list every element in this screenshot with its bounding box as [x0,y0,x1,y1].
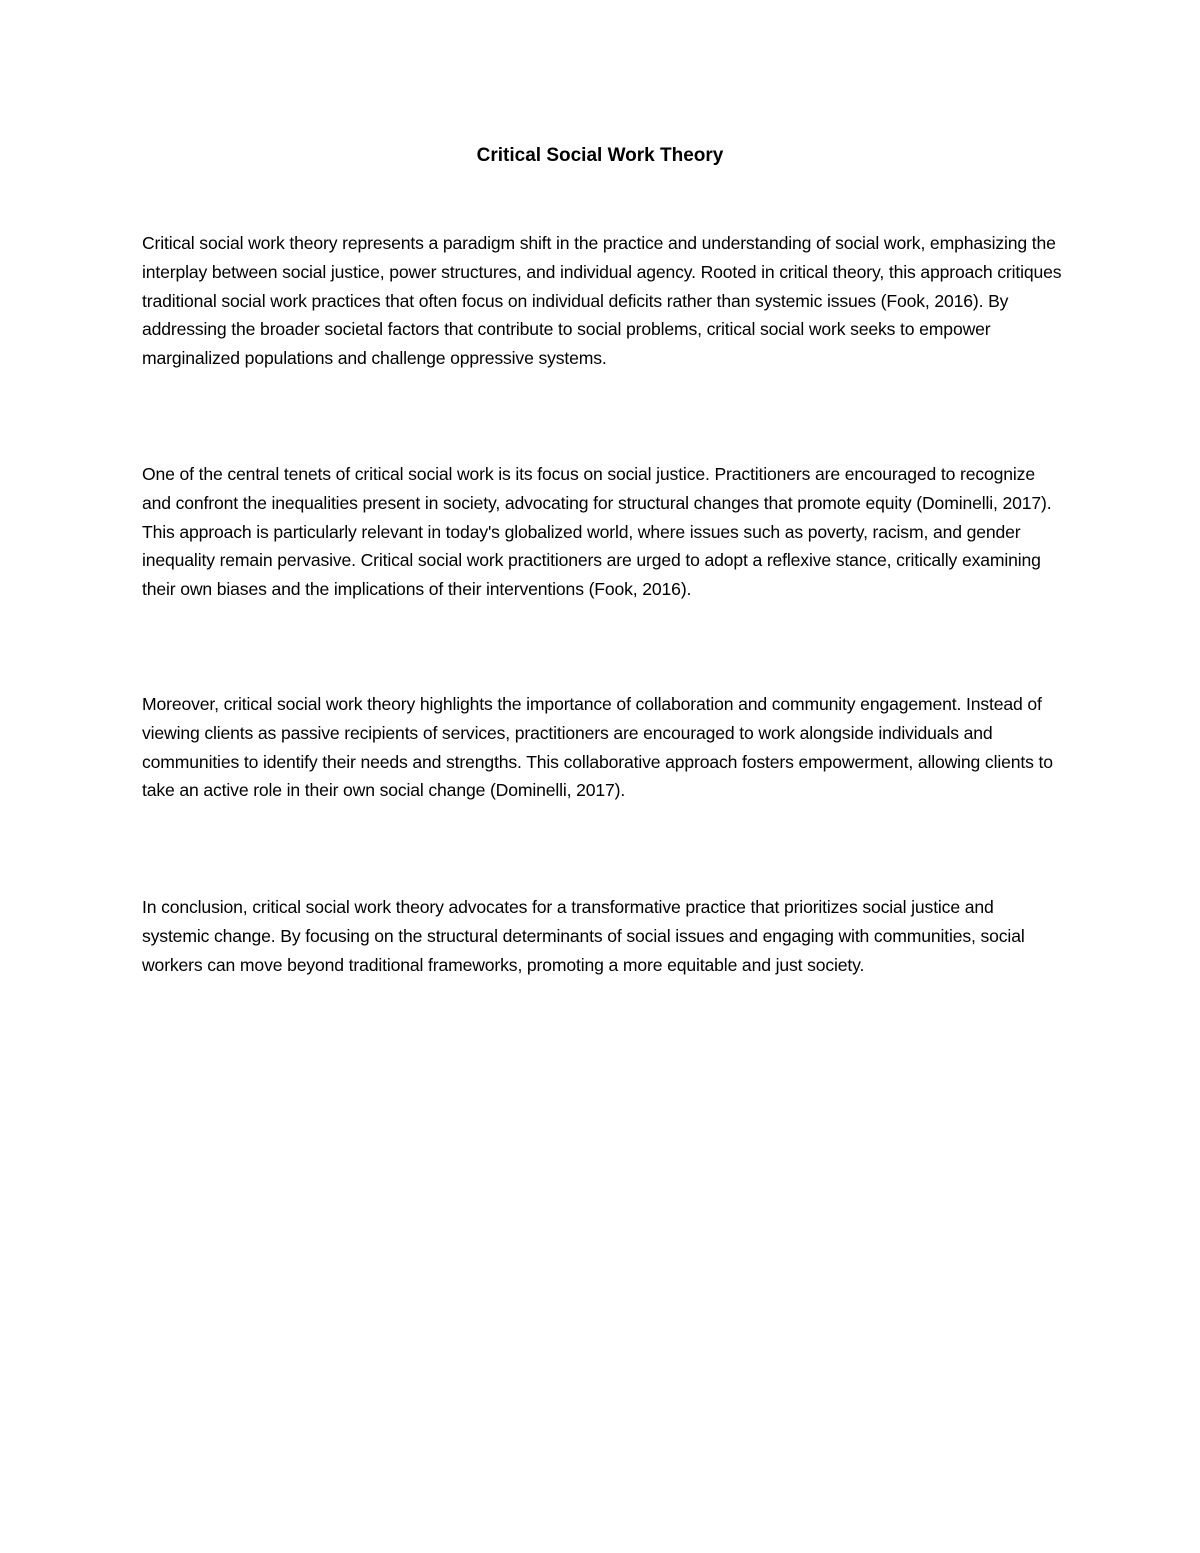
paragraph-introduction: Critical social work theory represents a paradigm shift in the practice and understanding of social work, emphasizing the interplay between social justice, power structures, and individual agency. Rooted in critical theory, this approach critiques traditional social work practices that often focus on individual deficits rather than systemic issues (Fook, 2016). By addressing the broader societal factors that contribute to social problems, critical social work seeks to empower marginalized populations and challenge oppressive systems. [142,233,1062,369]
paragraph-collaboration: Moreover, critical social work theory highlights the importance of collaboration and community engagement. Instead of viewing clients as passive recipients of services, practitioners are encouraged to work alongside individuals and communities to identify their needs and strengths. This collaborative approach fosters empowerment, allowing clients to take an active role in their own social change (Dominelli, 2017). [142,694,1053,801]
document-title: Critical Social Work Theory [476,145,724,166]
paragraph-conclusion: In conclusion, critical social work theory advocates for a transformative practice that prioritizes social justice and systemic change. By focusing on the structural determinants of social issues and engaging with communities, social workers can move beyond traditional frameworks, promoting a more equitable and just society. [142,897,1025,975]
paragraph-social-justice: One of the central tenets of critical social work is its focus on social justice. Practitioners are encouraged to recognize and confront the inequalities present in society, advocating for structural changes that promote equity (Dominelli, 2017). This approach is particularly relevant in today's globalized world, where issues such as poverty, racism, and gender inequality remain pervasive. Critical social work practitioners are urged to adopt a reflexive stance, critically examining their own biases and the implications of their interventions (Fook, 2016). [142,464,1052,600]
